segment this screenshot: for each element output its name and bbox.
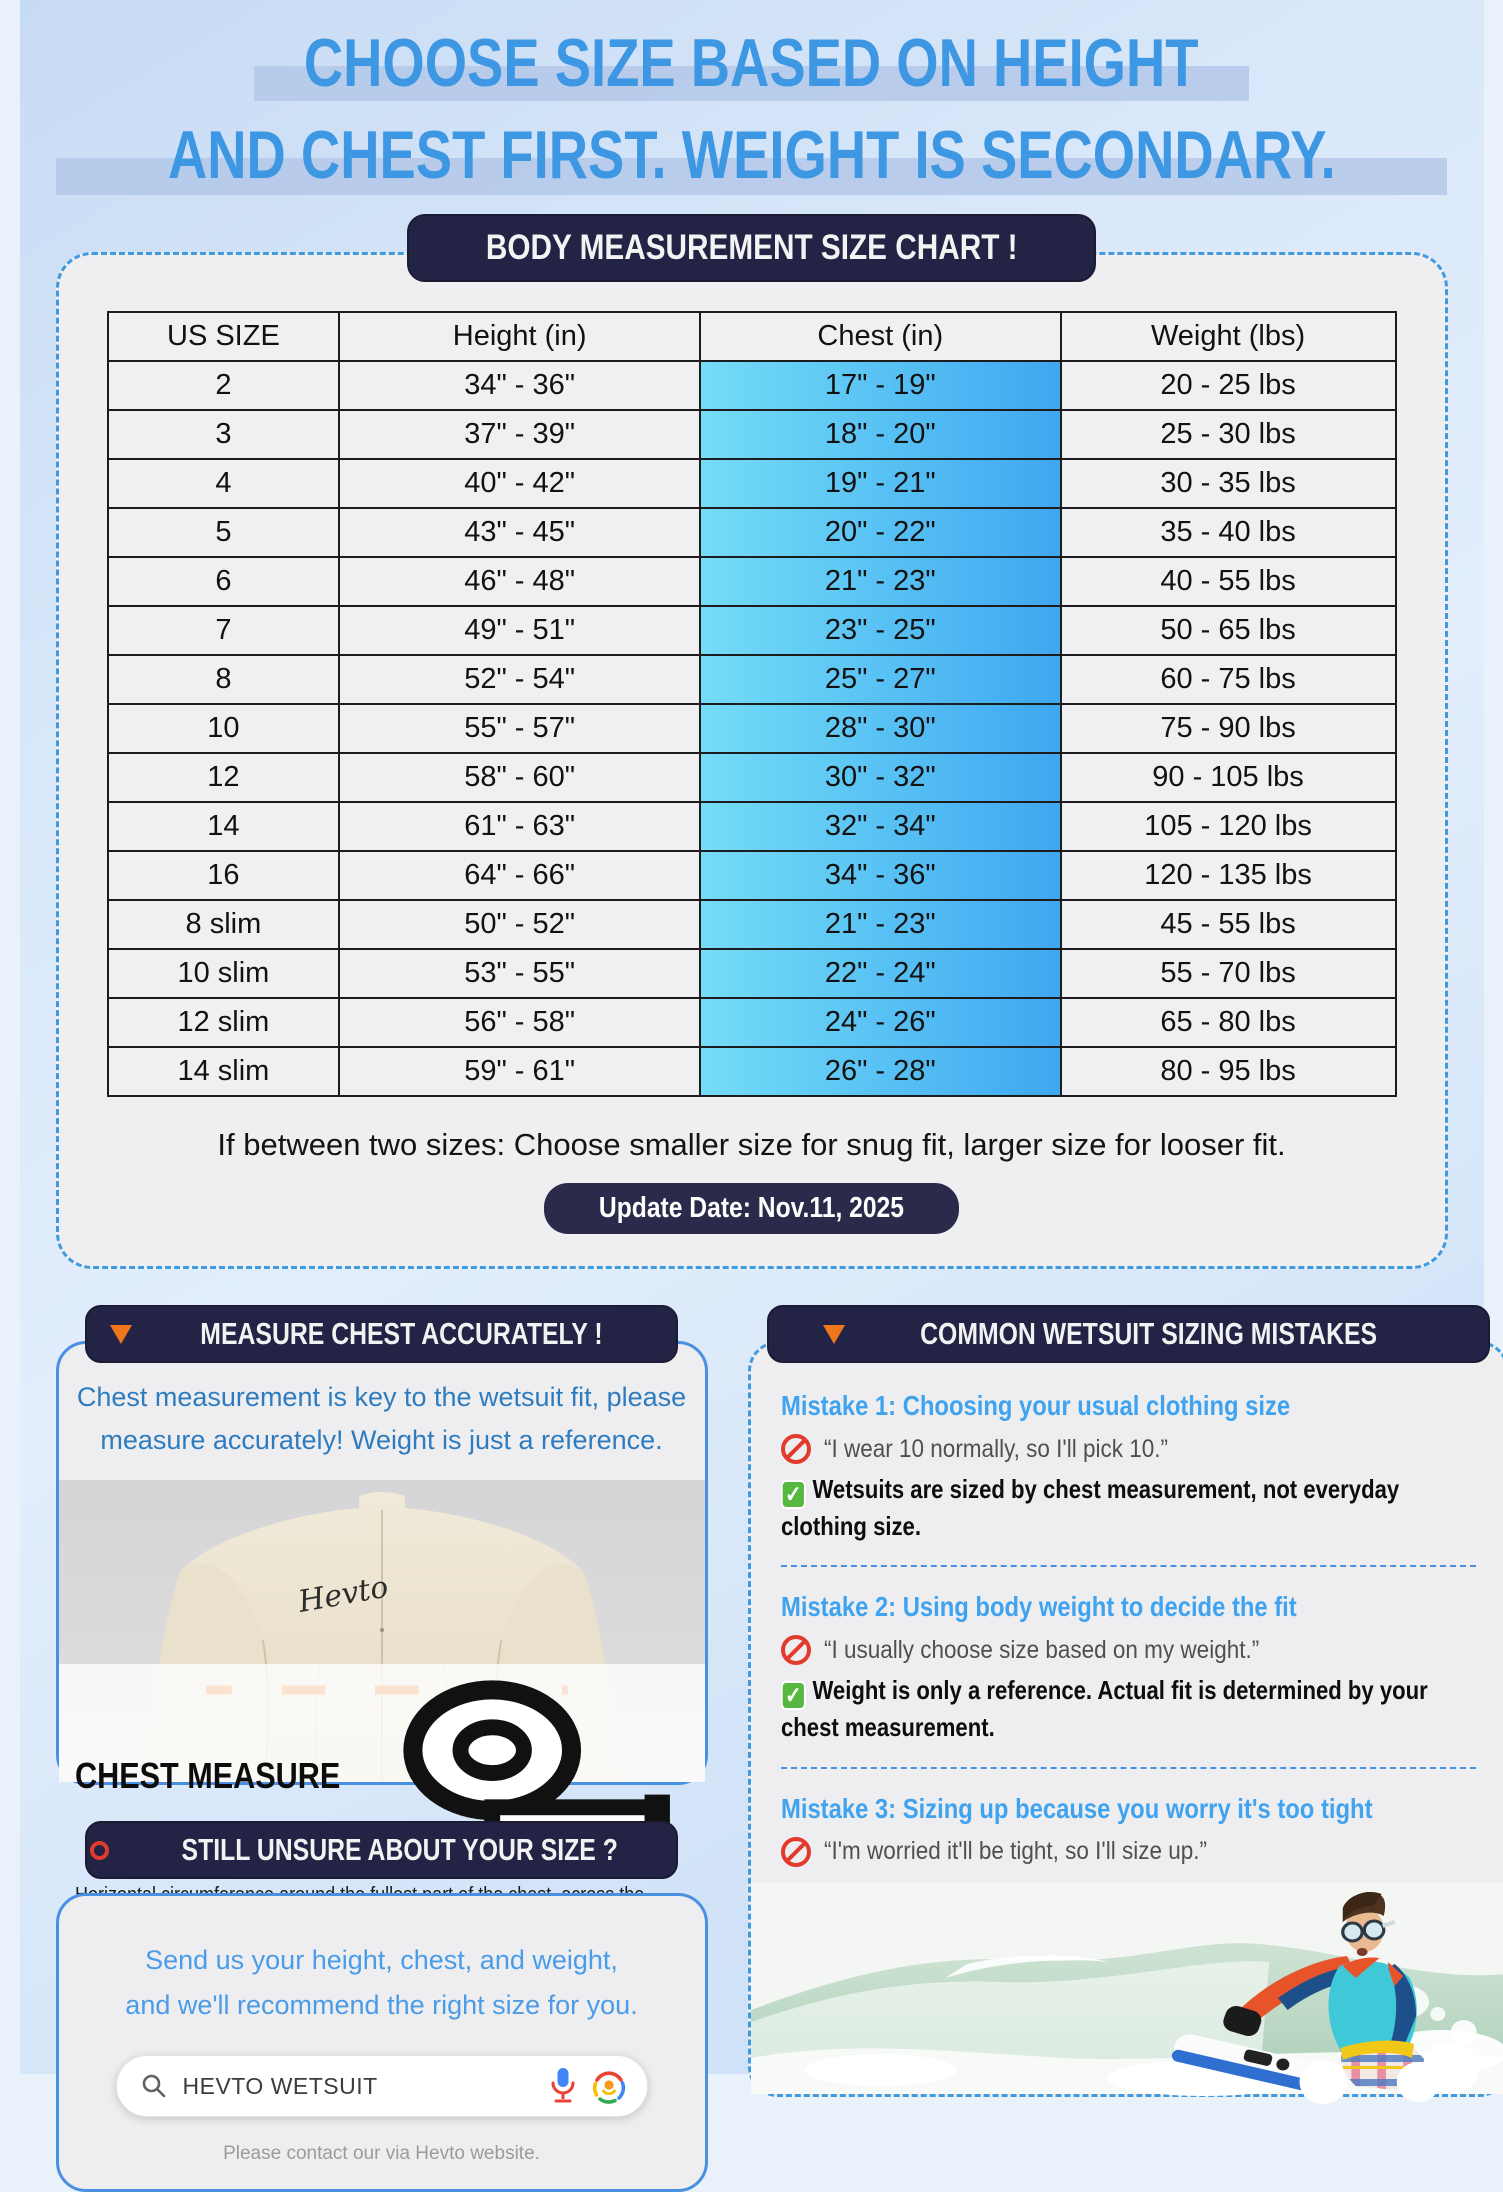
size-chart-cell: 65 - 80 lbs [1061,998,1396,1047]
size-chart-cell: 40 - 55 lbs [1061,557,1396,606]
size-chart-cell: 50 - 65 lbs [1061,606,1396,655]
size-chart-row [108,410,1396,459]
prohibited-icon [781,1635,811,1665]
size-chart-cell: 6 [108,557,340,606]
size-chart-row [108,753,1396,802]
size-chart-cell: 4 [108,459,340,508]
contact-caption: Please contact our via Hevto website. [59,2143,705,2165]
size-chart-cell: 28" - 30" [700,704,1061,753]
size-chart-cell: 43" - 45" [339,508,700,557]
measure-chest-panel [56,1341,708,1785]
size-chart-cell: 32" - 34" [700,802,1061,851]
surfing-kid-photo [751,1882,1503,2094]
search-bar[interactable] [116,2055,648,2117]
sizing-mistakes-panel [748,1341,1503,2097]
size-chart-cell: 80 - 95 lbs [1061,1047,1396,1096]
measure-chest-intro: Chest measurement is key to the wetsuit fit, please measure accurately! Weight is just a reference. [59,1376,705,1462]
prohibited-icon [781,1837,811,1867]
search-icon [141,2073,167,2099]
mistake-item [781,1390,1477,1543]
size-chart-cell: 25 - 30 lbs [1061,410,1396,459]
lens-camera-icon[interactable] [591,2068,627,2104]
still-unsure-intro: Send us your height, chest, and weight, and we'll recommend the right size for you. [59,1938,705,2027]
triangle-down-icon [110,1325,132,1344]
size-chart-cell: 53" - 55" [339,949,700,998]
size-chart-cell: 21" - 23" [700,557,1061,606]
check-icon: ✓ [781,1681,806,1710]
size-chart-row [108,508,1396,557]
size-chart-cell: 58" - 60" [339,753,700,802]
size-chart-cell: 25" - 27" [700,655,1061,704]
size-chart-cell: 21" - 23" [700,900,1061,949]
mistake-title: Mistake 3: Sizing up because you worry it's too tight [781,1793,1477,1825]
size-chart-header-row [108,312,1396,361]
size-chart-cell: 3 [108,410,340,459]
size-chart-cell: 35 - 40 lbs [1061,508,1396,557]
title-line-2: AND CHEST FIRST. WEIGHT IS SECONDARY. [20,120,1484,190]
mistake-advice: ✓ Weight is only a reference. Actual fit is determined by your chest measurement. [781,1673,1477,1744]
size-chart-cell: 30 - 35 lbs [1061,459,1396,508]
size-chart-cell: 56" - 58" [339,998,700,1047]
size-chart-cell: 8 [108,655,340,704]
size-chart-row [108,851,1396,900]
size-chart-cell: 10 [108,704,340,753]
microphone-icon[interactable] [549,2066,577,2106]
size-chart-cell: 30" - 32" [700,753,1061,802]
size-chart-cell: 12 [108,753,340,802]
hevto-brand-mark: Hevto [294,1570,390,1621]
column-header-us-size: US SIZE [108,312,340,361]
column-header-chest: Chest (in) [700,312,1061,361]
size-chart-cell: 26" - 28" [700,1047,1061,1096]
sizing-mistakes-header: COMMON WETSUIT SIZING MISTAKES [767,1305,1491,1363]
size-chart-cell: 34" - 36" [700,851,1061,900]
size-chart-cell: 50" - 52" [339,900,700,949]
size-chart-row [108,704,1396,753]
size-chart-cell: 55" - 57" [339,704,700,753]
size-chart-cell: 17" - 19" [700,361,1061,410]
size-chart-row [108,900,1396,949]
right-column [748,1305,1503,2097]
size-chart-cell: 10 slim [108,949,340,998]
size-chart-cell: 24" - 26" [700,998,1061,1047]
circle-icon [90,1841,109,1860]
size-chart-cell: 64" - 66" [339,851,700,900]
size-chart-cell: 19" - 21" [700,459,1061,508]
title-line-1: CHOOSE SIZE BASED ON HEIGHT [20,28,1484,98]
size-chart-cell: 49" - 51" [339,606,700,655]
mistake-quote: “I wear 10 normally, so I'll pick 10.” [781,1434,1477,1464]
chest-measure-caption: CHEST MEASURE [59,1664,705,1782]
mistake-title: Mistake 2: Using body weight to decide the fit [781,1591,1477,1623]
size-chart-cell: 14 slim [108,1047,340,1096]
left-column [56,1305,708,2192]
size-chart-cell: 8 slim [108,900,340,949]
mistake-quote: “I usually choose size based on my weight.” [781,1635,1477,1665]
size-chart-cell: 40" - 42" [339,459,700,508]
size-chart-cell: 23" - 25" [700,606,1061,655]
size-chart-row [108,557,1396,606]
size-chart-cell: 61" - 63" [339,802,700,851]
size-chart-cell: 120 - 135 lbs [1061,851,1396,900]
size-chart-cell: 5 [108,508,340,557]
size-chart-cell: 90 - 105 lbs [1061,753,1396,802]
size-chart-cell: 2 [108,361,340,410]
mistake-item [781,1591,1477,1744]
size-chart-cell: 18" - 20" [700,410,1061,459]
measure-chest-header: MEASURE CHEST ACCURATELY ! [85,1305,678,1363]
mistake-quote: “I'm worried it'll be tight, so I'll size up.” [781,1837,1477,1867]
update-date-badge: Update Date: Nov.11, 2025 [544,1183,959,1234]
mistake-advice: ✓ Wetsuits are sized by chest measurement, not everyday clothing size. [781,1472,1477,1543]
size-chart-row [108,998,1396,1047]
size-chart-row [108,459,1396,508]
still-unsure-header: STILL UNSURE ABOUT YOUR SIZE ? [85,1821,678,1879]
dashed-divider [781,1565,1477,1567]
mannequin-photo [59,1480,705,1782]
size-chart-body [108,361,1396,1096]
size-chart-row [108,802,1396,851]
size-chart-cell: 59" - 61" [339,1047,700,1096]
column-header-height: Height (in) [339,312,700,361]
size-chart-row [108,1047,1396,1096]
size-chart-cell: 60 - 75 lbs [1061,655,1396,704]
between-sizes-note: If between two sizes: Choose smaller size for snug fit, larger size for looser fit. [107,1127,1397,1163]
size-chart-row [108,361,1396,410]
search-input[interactable] [183,2073,533,2100]
size-chart-cell: 37" - 39" [339,410,700,459]
size-chart-cell: 16 [108,851,340,900]
size-chart-container [56,252,1448,1269]
prohibited-icon [781,1434,811,1464]
size-chart-cell: 52" - 54" [339,655,700,704]
size-chart-row [108,655,1396,704]
dashed-divider [781,1767,1477,1769]
size-chart-cell: 46" - 48" [339,557,700,606]
size-chart-cell: 45 - 55 lbs [1061,900,1396,949]
triangle-down-icon [823,1325,845,1344]
page-title [20,0,1484,190]
check-icon: ✓ [781,1480,806,1509]
size-chart-cell: 34" - 36" [339,361,700,410]
size-chart-row [108,606,1396,655]
size-chart-badge: BODY MEASUREMENT SIZE CHART ! [407,214,1097,282]
size-chart-cell: 105 - 120 lbs [1061,802,1396,851]
size-chart-cell: 75 - 90 lbs [1061,704,1396,753]
size-chart-cell: 12 slim [108,998,340,1047]
size-chart-cell: 55 - 70 lbs [1061,949,1396,998]
size-chart-table [107,311,1397,1097]
size-chart-cell: 14 [108,802,340,851]
size-chart-row [108,949,1396,998]
mistake-title: Mistake 1: Choosing your usual clothing size [781,1390,1477,1422]
size-chart-cell: 20 - 25 lbs [1061,361,1396,410]
column-header-weight: Weight (lbs) [1061,312,1396,361]
size-chart-cell: 22" - 24" [700,949,1061,998]
still-unsure-panel [56,1893,708,2192]
size-chart-cell: 7 [108,606,340,655]
size-chart-cell: 20" - 22" [700,508,1061,557]
